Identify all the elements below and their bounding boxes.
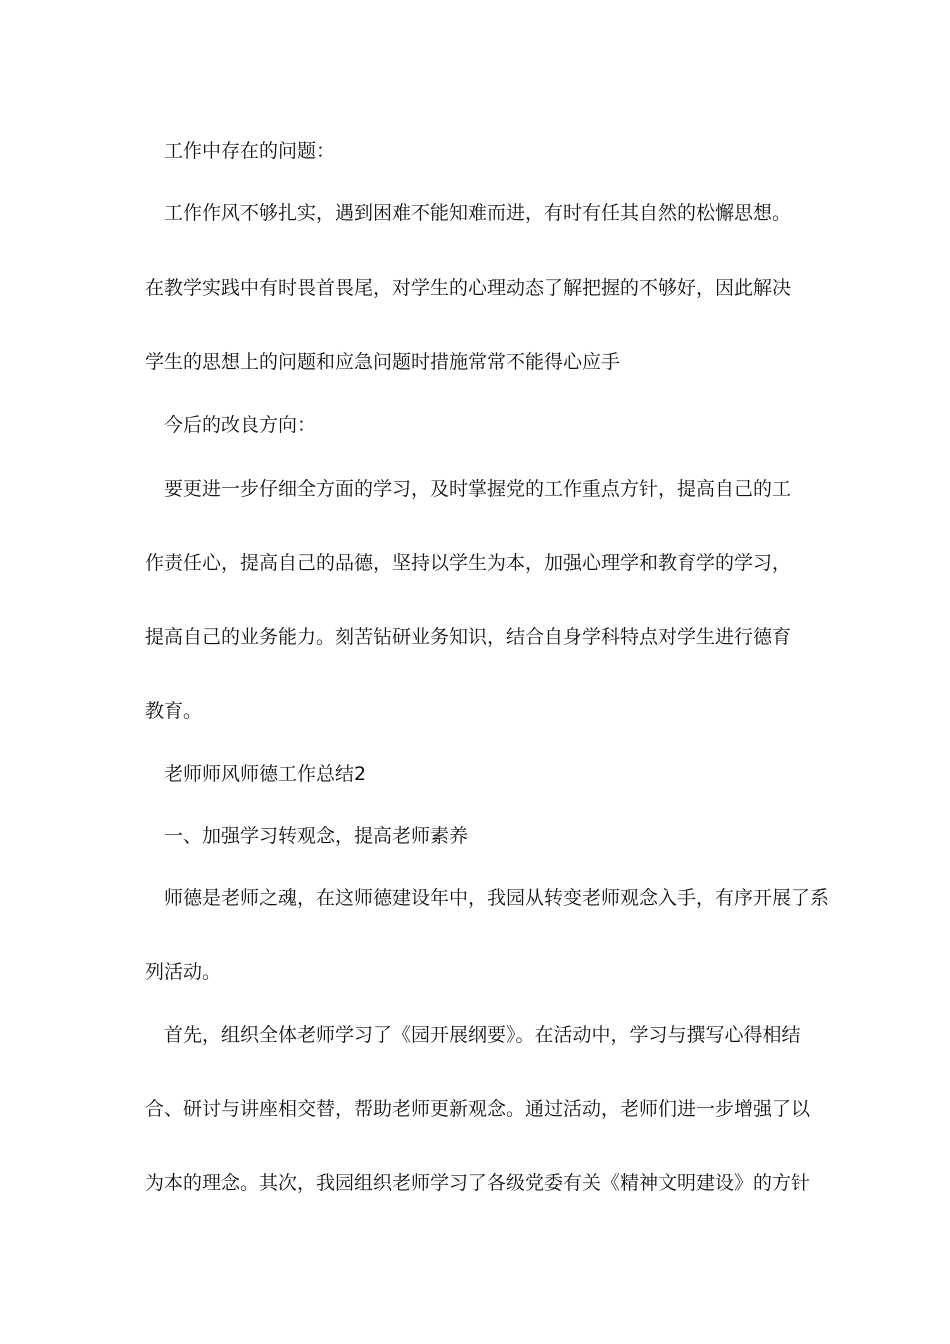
paragraph-line: 学生的思想上的问题和应急问题时措施常常不能得心应手 xyxy=(145,351,621,373)
paragraph-line: 合、研讨与讲座相交替，帮助老师更新观念。通过活动，老师们进一步增强了以 xyxy=(145,1098,811,1120)
paragraph-line: 列活动。 xyxy=(145,961,222,983)
heading-improvement: 今后的改良方向： xyxy=(164,414,317,436)
heading-problems: 工作中存在的问题： xyxy=(164,140,336,162)
paragraph-line: 工作作风不够扎实，遇到困难不能知难而进，有时有任其自然的松懈思想。 xyxy=(164,202,792,224)
paragraph-line: 首先，组织全体老师学习了《园开展纲要》。在活动中，学习与撰写心得相结 xyxy=(164,1024,801,1046)
paragraph-line: 提高自己的业务能力。刻苦钻研业务知识，结合自身学科特点对学生进行德育 xyxy=(145,626,792,648)
paragraph-line: 在教学实践中有时畏首畏尾，对学生的心理动态了解把握的不够好，因此解决 xyxy=(145,277,792,299)
section-title: 老师师风师德工作总结2 xyxy=(164,763,367,785)
paragraph-line: 教育。 xyxy=(145,700,203,722)
paragraph-line: 为本的理念。其次，我园组织老师学习了各级党委有关《精神文明建设》的方针 xyxy=(145,1172,811,1194)
paragraph-line: 作责任心，提高自己的品德，坚持以学生为本，加强心理学和教育学的学习， xyxy=(145,552,792,574)
section-subtitle: 一、加强学习转观念，提高老师素养 xyxy=(164,825,469,847)
paragraph-line: 师德是老师之魂，在这师德建设年中，我园从转变老师观念入手，有序开展了系 xyxy=(164,887,830,909)
paragraph-line: 要更进一步仔细全方面的学习，及时掌握党的工作重点方针，提高自己的工 xyxy=(164,478,792,500)
